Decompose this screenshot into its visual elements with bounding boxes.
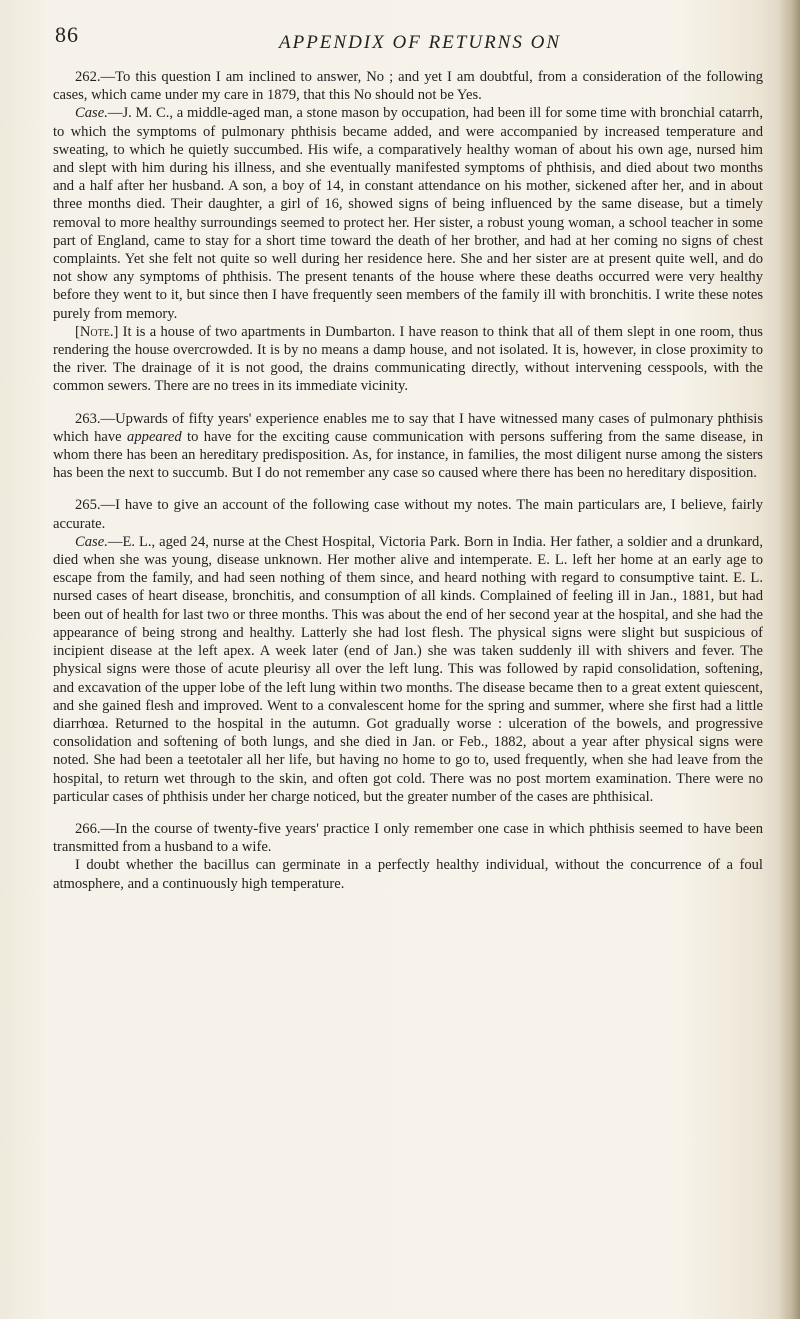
paragraph-text: to have for the exciting cause communication with persons suffering from the same disease, in whom there has been an hereditary predisposition. As, for instance, in families, the most diligent nurse among the sisters has been the next to succumb. But I do not remember any case so caused where there has been no hereditary disposition. <box>53 428 764 482</box>
paragraph-number: 262. <box>75 69 101 85</box>
paragraph-265-case <box>53 533 763 806</box>
paragraph-text: —To this question I am inclined to answer, No ; and yet I am doubtful, from a consideration of the following cases, which came under my care in 1879, that this No should not be Yes. <box>53 69 763 104</box>
paragraph-263 <box>53 410 763 483</box>
page-number: 86 <box>55 22 79 47</box>
paragraph-text: —I have to give an account of the following case without my notes. The main particulars are, I believe, fairly accurate. <box>53 497 763 532</box>
paragraph-number: 266. <box>75 820 101 837</box>
paragraph-number: 263. <box>75 410 101 427</box>
paragraph-text: —J. M. C., a middle-aged man, a stone mason by occupation, had been ill for some time with bronchial catarrh, to which the symptoms of pulmonary phthisis became added, and were accompanied by increased temperature and sweating, to which he quietly succumbed. His wife, a comparatively healthy woman of about his own age, nursed him and slept with him during his illness, and she eventually manifested symptoms of phthisis, and died about two months and a half after her husband. A son, a boy of 14, in constant attendance on his mother, sickened after her, and in about three months died. Their daughter, a girl of 16, showed signs of being influenced by the same disease, but a timely removal to more healthy surroundings seemed to protect her. Her sister, a robust young woman, a school teacher in some part of England, came to stay for a short time toward the death of her brother, and had at her coming no signs of chest complaints. Yet she felt not quite so well during her residence here. She and her sister are at present quite well, and do not show any symptoms of phthisis. The present tenants of the house where these deaths occurred were very healthy before they went to it, but since then I have frequently seen members of the family ill with bronchitis. I write these notes purely from memory. <box>53 105 763 322</box>
emphasized-word: appeared <box>127 428 182 445</box>
case-label: Case. <box>75 105 108 122</box>
paragraph-262 <box>53 68 763 104</box>
paragraph-262-case <box>53 104 763 322</box>
paragraph-265 <box>53 496 763 532</box>
paragraph-text: —E. L., aged 24, nurse at the Chest Hospital, Victoria Park. Born in India. Her father, a soldier and a drunkard, died when she was young, disease unknown. Her mother alive and intemperate. E. L. left her home at an early age to escape from the family, and had seen nothing of them since, and heard nothing with regard to consumptive taint. E. L. nursed cases of heart disease, bronchitis, and consumption of all kinds. Complained of feeling ill in Jan., 1881, but had been out of health for last two or three months. This was about the end of her second year at the hospital, and she had the appearance of being strong and healthy. Latterly she had lost flesh. The physical signs were slight but suspicious of incipient disease at the left apex. A week later (end of Jan.) she was taken suddenly ill with shivers and fever. The physical signs were those of acute pleurisy all over the left lung. This was followed by rapid consolidation, softening, and excavation of the upper lobe of the left lung within two months. The disease became then to a great extent quiescent, and she gained flesh and improved. Went to a convalescent home for the spring and summer, where she first had a little diarrhœa. Returned to the hospital in the autumn. Got gradually worse : ulceration of the bowels, and progressive consolidation and softening of both lungs, and she died in Jan. or Feb., 1882, about a year after physical signs were noted. She had been a teetotaler all her life, but having no home to go to, used frequently, when she had leave from the hospital, to return wet through to the skin, and often got cold. There was no post mortem examination. There were no particular cases of phthisis under her charge noticed, but the greater number of the cases are phthisical. <box>53 533 763 805</box>
paragraph-number: 265. <box>75 497 101 514</box>
paragraph-text: —In the course of twenty-five years' practice I only remember one case in which phthisis seemed to have been transmitted from a husband to a wife. <box>53 820 763 856</box>
page-header <box>55 22 755 58</box>
paragraph-text: It is a house of two apartments in Dumbarton. I have reason to think that all of them slept in one room, thus rendering the house overcrowded. It is by no means a damp house, and not isolated. It is, however, in close proximity to the river. The drainage of it is not good, the drains communicating directly, without intervening cesspools, with the common sewers. There are no trees in its immediate vicinity. <box>53 323 763 395</box>
paragraph-266 <box>53 820 763 856</box>
note-label: [Note.] <box>75 323 119 340</box>
paragraph-text: I doubt whether the bacillus can germinate in a perfectly healthy individual, without the concurrence of a foul atmosphere, and a continuously high temperature. <box>53 857 763 892</box>
running-title: APPENDIX OF RETURNS ON <box>278 32 561 53</box>
body-text <box>53 68 763 893</box>
paragraph-text: —Upwards of fifty years' experience enables me to say that I have witnessed many cases of pulmonary phthisis which have <box>53 410 763 445</box>
paragraph-262-note <box>53 323 763 396</box>
case-label: Case. <box>75 533 108 550</box>
page-binding-shadow <box>778 0 800 1319</box>
paragraph-266-continued <box>53 856 763 892</box>
